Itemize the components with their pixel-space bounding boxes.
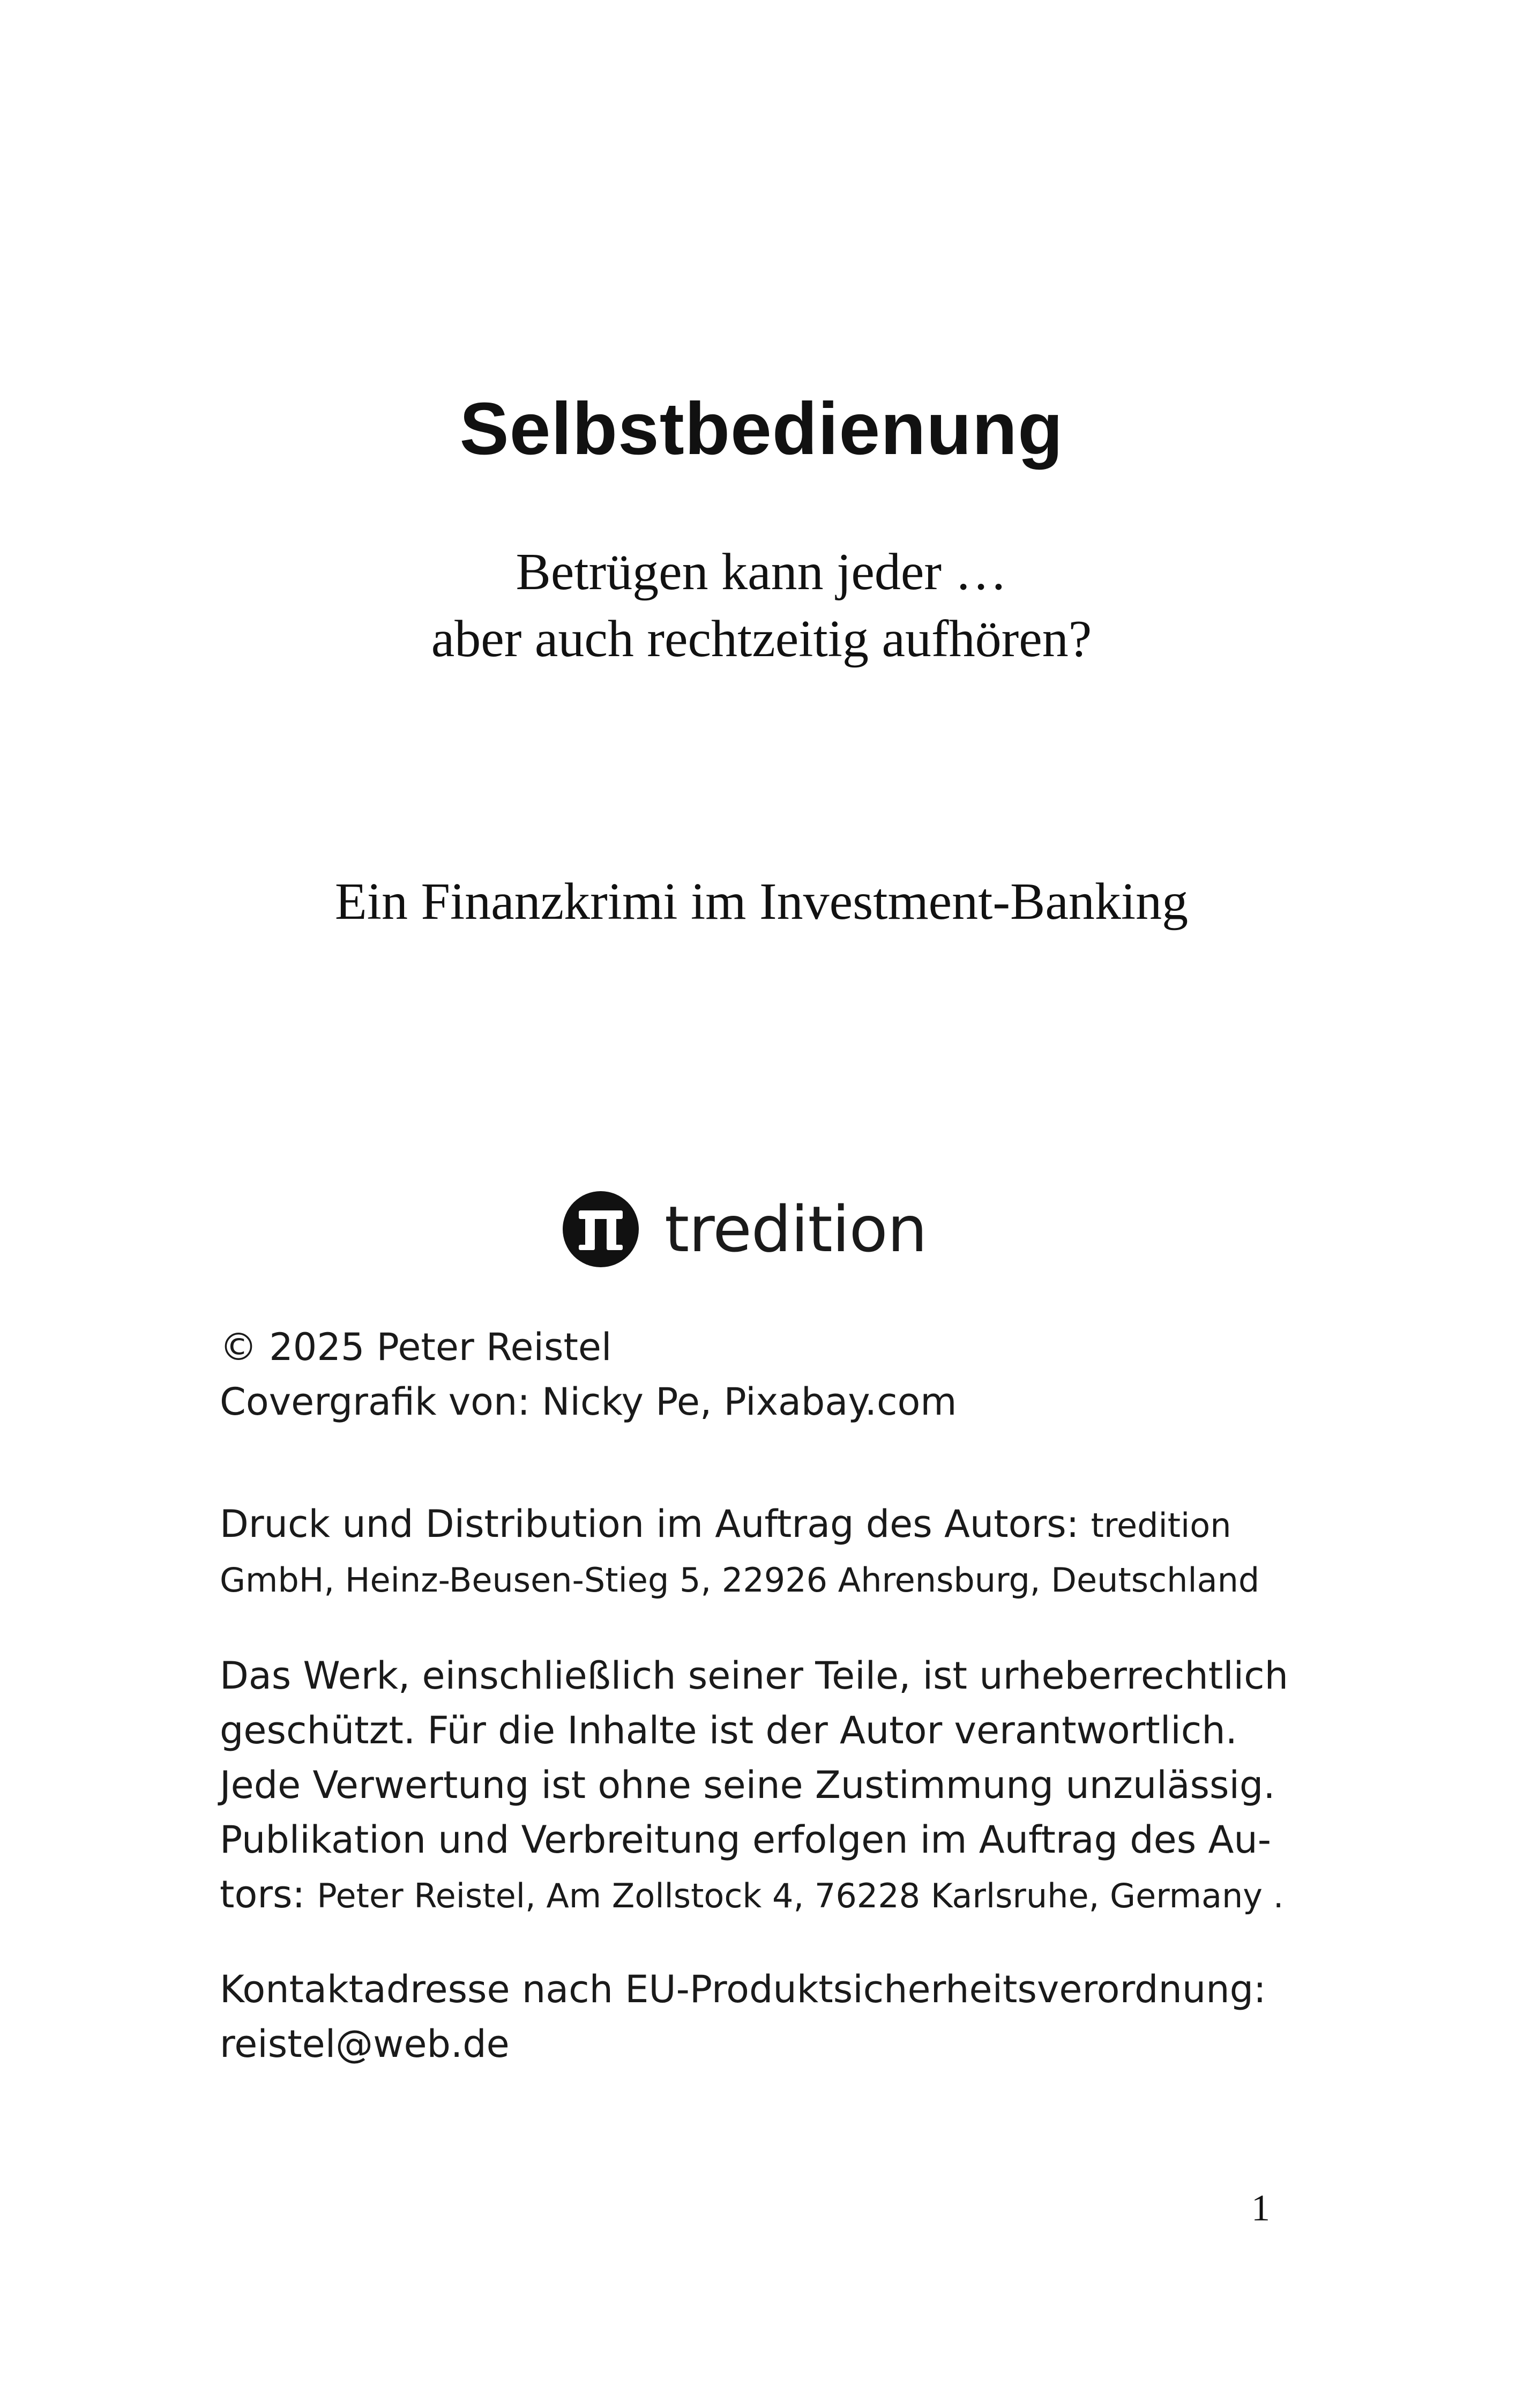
tredition-logo-icon	[563, 1191, 639, 1267]
print-address-line: GmbH, Heinz-Beusen-Stieg 5, 22926 Ahrensburg, Deutschland	[220, 1560, 1260, 1600]
copyright-line: © 2025 Peter Reistel	[220, 1325, 612, 1369]
imprint-copyright-block	[220, 1320, 1313, 1429]
imprint-contact-block	[220, 1962, 1313, 2071]
imprint-rights-block	[220, 1648, 1313, 1923]
rights-line: geschützt. Für die Inhalte ist der Autor verantwortlich.	[220, 1708, 1237, 1752]
rights-line: Publikation und Verbreitung erfolgen im Auftrag des Au-	[220, 1818, 1271, 1862]
cover-credit-line: Covergrafik von: Nicky Pe, Pixabay.com	[220, 1380, 957, 1424]
rights-line	[220, 1867, 1313, 1923]
book-genre: Ein Finanzkrimi im Investment-Banking	[334, 873, 1189, 931]
book-title: Selbstbedienung	[459, 388, 1064, 470]
author-address: Peter Reistel, Am Zollstock 4, 76228 Karlsruhe, Germany .	[317, 1876, 1284, 1915]
print-line-label: Druck und Distribution im Auftrag des Autors:	[220, 1502, 1091, 1546]
publisher-logo-text: tredition	[665, 1192, 927, 1266]
page-number: 1	[1251, 2188, 1270, 2229]
imprint-print-block	[220, 1497, 1313, 1608]
subtitle-line: Betrügen kann jeder …	[516, 543, 1007, 601]
print-line-publisher: tredition	[1091, 1506, 1231, 1545]
contact-label: Kontaktadresse nach EU-Produktsicherheitsverordnung:	[220, 1967, 1266, 2011]
rights-line: Jede Verwertung ist ohne seine Zustimmung unzulässig.	[220, 1763, 1275, 1807]
contact-email: reistel@web.de	[220, 2022, 510, 2066]
print-line	[220, 1497, 1313, 1553]
book-subtitle	[0, 539, 1523, 673]
rights-line: Das Werk, einschließlich seiner Teile, ist urheberrechtlich	[220, 1654, 1288, 1698]
subtitle-line: aber auch rechtzeitig aufhören?	[431, 610, 1092, 668]
rights-line-start: tors:	[220, 1872, 317, 1916]
publisher-logo	[563, 1189, 927, 1269]
